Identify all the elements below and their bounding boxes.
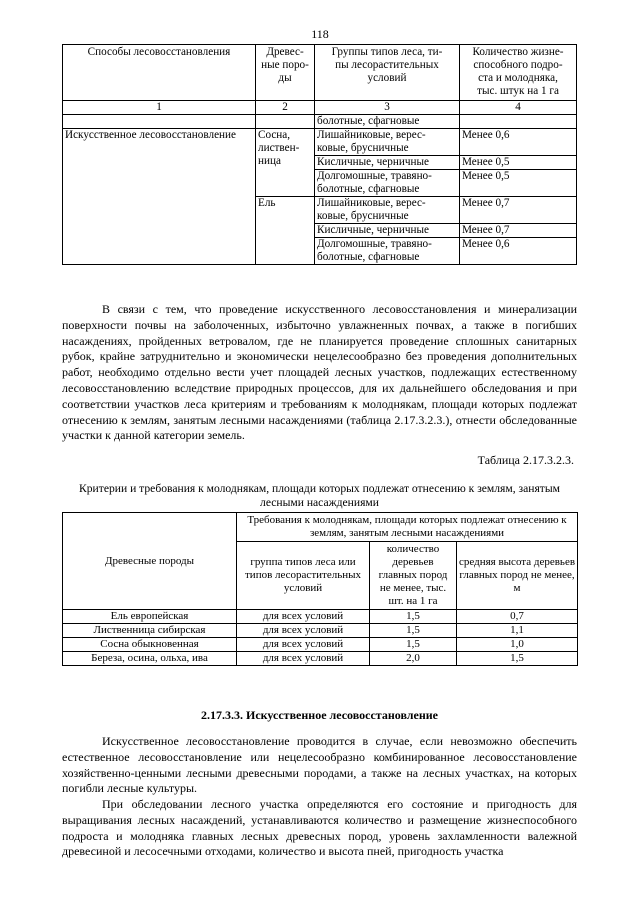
- quantity-cell: Менее 0,6: [460, 238, 577, 265]
- table-row: [63, 638, 578, 652]
- table-row: [63, 610, 578, 624]
- forest-group-cell: болотные, сфагновые: [315, 115, 460, 129]
- young-stand-criteria-table: [62, 512, 578, 666]
- species-cell: Сосна обыкновенная: [63, 638, 237, 652]
- mean-height-cell: 1,1: [457, 624, 578, 638]
- section-heading: 2.17.3.3. Искусственное лесовосстановление: [200, 708, 439, 722]
- column-number: 4: [460, 101, 577, 115]
- header-species: Древес- ные поро- ды: [256, 45, 315, 101]
- quantity-cell: Менее 0,7: [460, 224, 577, 238]
- forest-group-cell: Долгомошные, травяно- болотные, сфагновые: [315, 170, 460, 197]
- body-paragraph: Искусственное лесовосстановление проводится в случае, если невозможно обеспечить естественное лесовосстановление или нецелесообразно комбинированное лесовосстановление хозяйственно-ценными лесными древесными породами, а также на лесных участках, на которых погибли лесные культуры.: [62, 734, 577, 796]
- table-title: Критерии и требования к молоднякам, площади которых подлежат отнесению к землям, занятым лесными насаждениями: [79, 482, 560, 509]
- table-header-row: [63, 513, 578, 542]
- quantity-cell: Менее 0,5: [460, 156, 577, 170]
- tree-count-cell: 1,5: [370, 610, 457, 624]
- header-requirements: Требования к молоднякам, площади которых подлежат отнесению к землям, занятым лесными насаждениями: [237, 513, 578, 542]
- reforestation-methods-table: [62, 44, 577, 265]
- mean-height-cell: 1,5: [457, 652, 578, 666]
- mean-height-cell: 0,7: [457, 610, 578, 624]
- table-header-row: [63, 45, 577, 101]
- forest-group-cell: Кисличные, черничные: [315, 156, 460, 170]
- forest-group-cell: для всех условий: [237, 624, 370, 638]
- table-row: [63, 115, 577, 129]
- forest-group-cell: Лишайниковые, верес- ковые, брусничные: [315, 197, 460, 224]
- table-row: [63, 624, 578, 638]
- forest-group-cell: для всех условий: [237, 638, 370, 652]
- quantity-cell: Менее 0,5: [460, 170, 577, 197]
- header-forest-group: группа типов леса или типов лесорастительных условий: [237, 542, 370, 610]
- table-label: Таблица 2.17.3.2.3.: [477, 453, 574, 467]
- quantity-cell: Менее 0,7: [460, 197, 577, 224]
- species-cell-spruce: Ель: [256, 197, 315, 265]
- forest-group-cell: Кисличные, черничные: [315, 224, 460, 238]
- mean-height-cell: 1,0: [457, 638, 578, 652]
- forest-group-cell: для всех условий: [237, 652, 370, 666]
- quantity-cell: Менее 0,6: [460, 129, 577, 156]
- species-cell: Лиственница сибирская: [63, 624, 237, 638]
- method-cell: Искусственное лесовосстановление: [63, 129, 256, 265]
- column-number: 3: [315, 101, 460, 115]
- header-mean-height: средняя высота деревьев главных пород не менее, м: [457, 542, 578, 610]
- body-paragraph: В связи с тем, что проведение искусственного лесовосстановления и минерализации поверхности почвы на заболоченных, избыточно увлажненных почвах, а также в погибших насаждениях, пройденных ветровалом, где не планируется проведение сплошных санитарных рубок, крайне затруднительно и экономически нецелесообразно без проведения дополнительных работ, необходимо отдельно вести учет площадей лесных участков, подлежащих естественному лесовосстановлению вследствие природных процессов, для их дальнейшего обследования и при соответствии участков леса критериям и требованиям к молоднякам, площади которых подлежат отнесению к землям, занятым лесными насаждениями (таблица 2.17.3.2.3.), отнести обследованные участки к данной категории земель.: [62, 302, 577, 443]
- tree-count-cell: 2,0: [370, 652, 457, 666]
- header-species: Древесные породы: [63, 513, 237, 610]
- forest-group-cell: для всех условий: [237, 610, 370, 624]
- header-methods: Способы лесовосстановления: [63, 45, 256, 101]
- column-number: 2: [256, 101, 315, 115]
- species-cell-pine: Сосна, листвен- ница: [256, 129, 315, 197]
- forest-group-cell: Долгомошные, травяно- болотные, сфагновые: [315, 238, 460, 265]
- header-quantity: Количество жизне- способного подро- ста и молодняка, тыс. штук на 1 га: [460, 45, 577, 101]
- column-numbers-row: [63, 101, 577, 115]
- page-number: 118: [311, 27, 329, 41]
- species-cell: Береза, осина, ольха, ива: [63, 652, 237, 666]
- table-row: [63, 652, 578, 666]
- column-number: 1: [63, 101, 256, 115]
- header-tree-count: количество деревьев главных пород не менее, тыс. шт. на 1 га: [370, 542, 457, 610]
- tree-count-cell: 1,5: [370, 624, 457, 638]
- species-cell: Ель европейская: [63, 610, 237, 624]
- body-paragraph: При обследовании лесного участка определяются его состояние и пригодность для выращивания лесных насаждений, устанавливаются количество и размещение жизнеспособного подроста и молодняка главных лесных древесных пород, уровень захламленности валежной древесиной и лесосечными отходами, количество и высота пней, пригодность участка: [62, 797, 577, 859]
- tree-count-cell: 1,5: [370, 638, 457, 652]
- header-forest-groups: Группы типов леса, ти- пы лесорастительных условий: [315, 45, 460, 101]
- forest-group-cell: Лишайниковые, верес- ковые, брусничные: [315, 129, 460, 156]
- table-row: [63, 129, 577, 156]
